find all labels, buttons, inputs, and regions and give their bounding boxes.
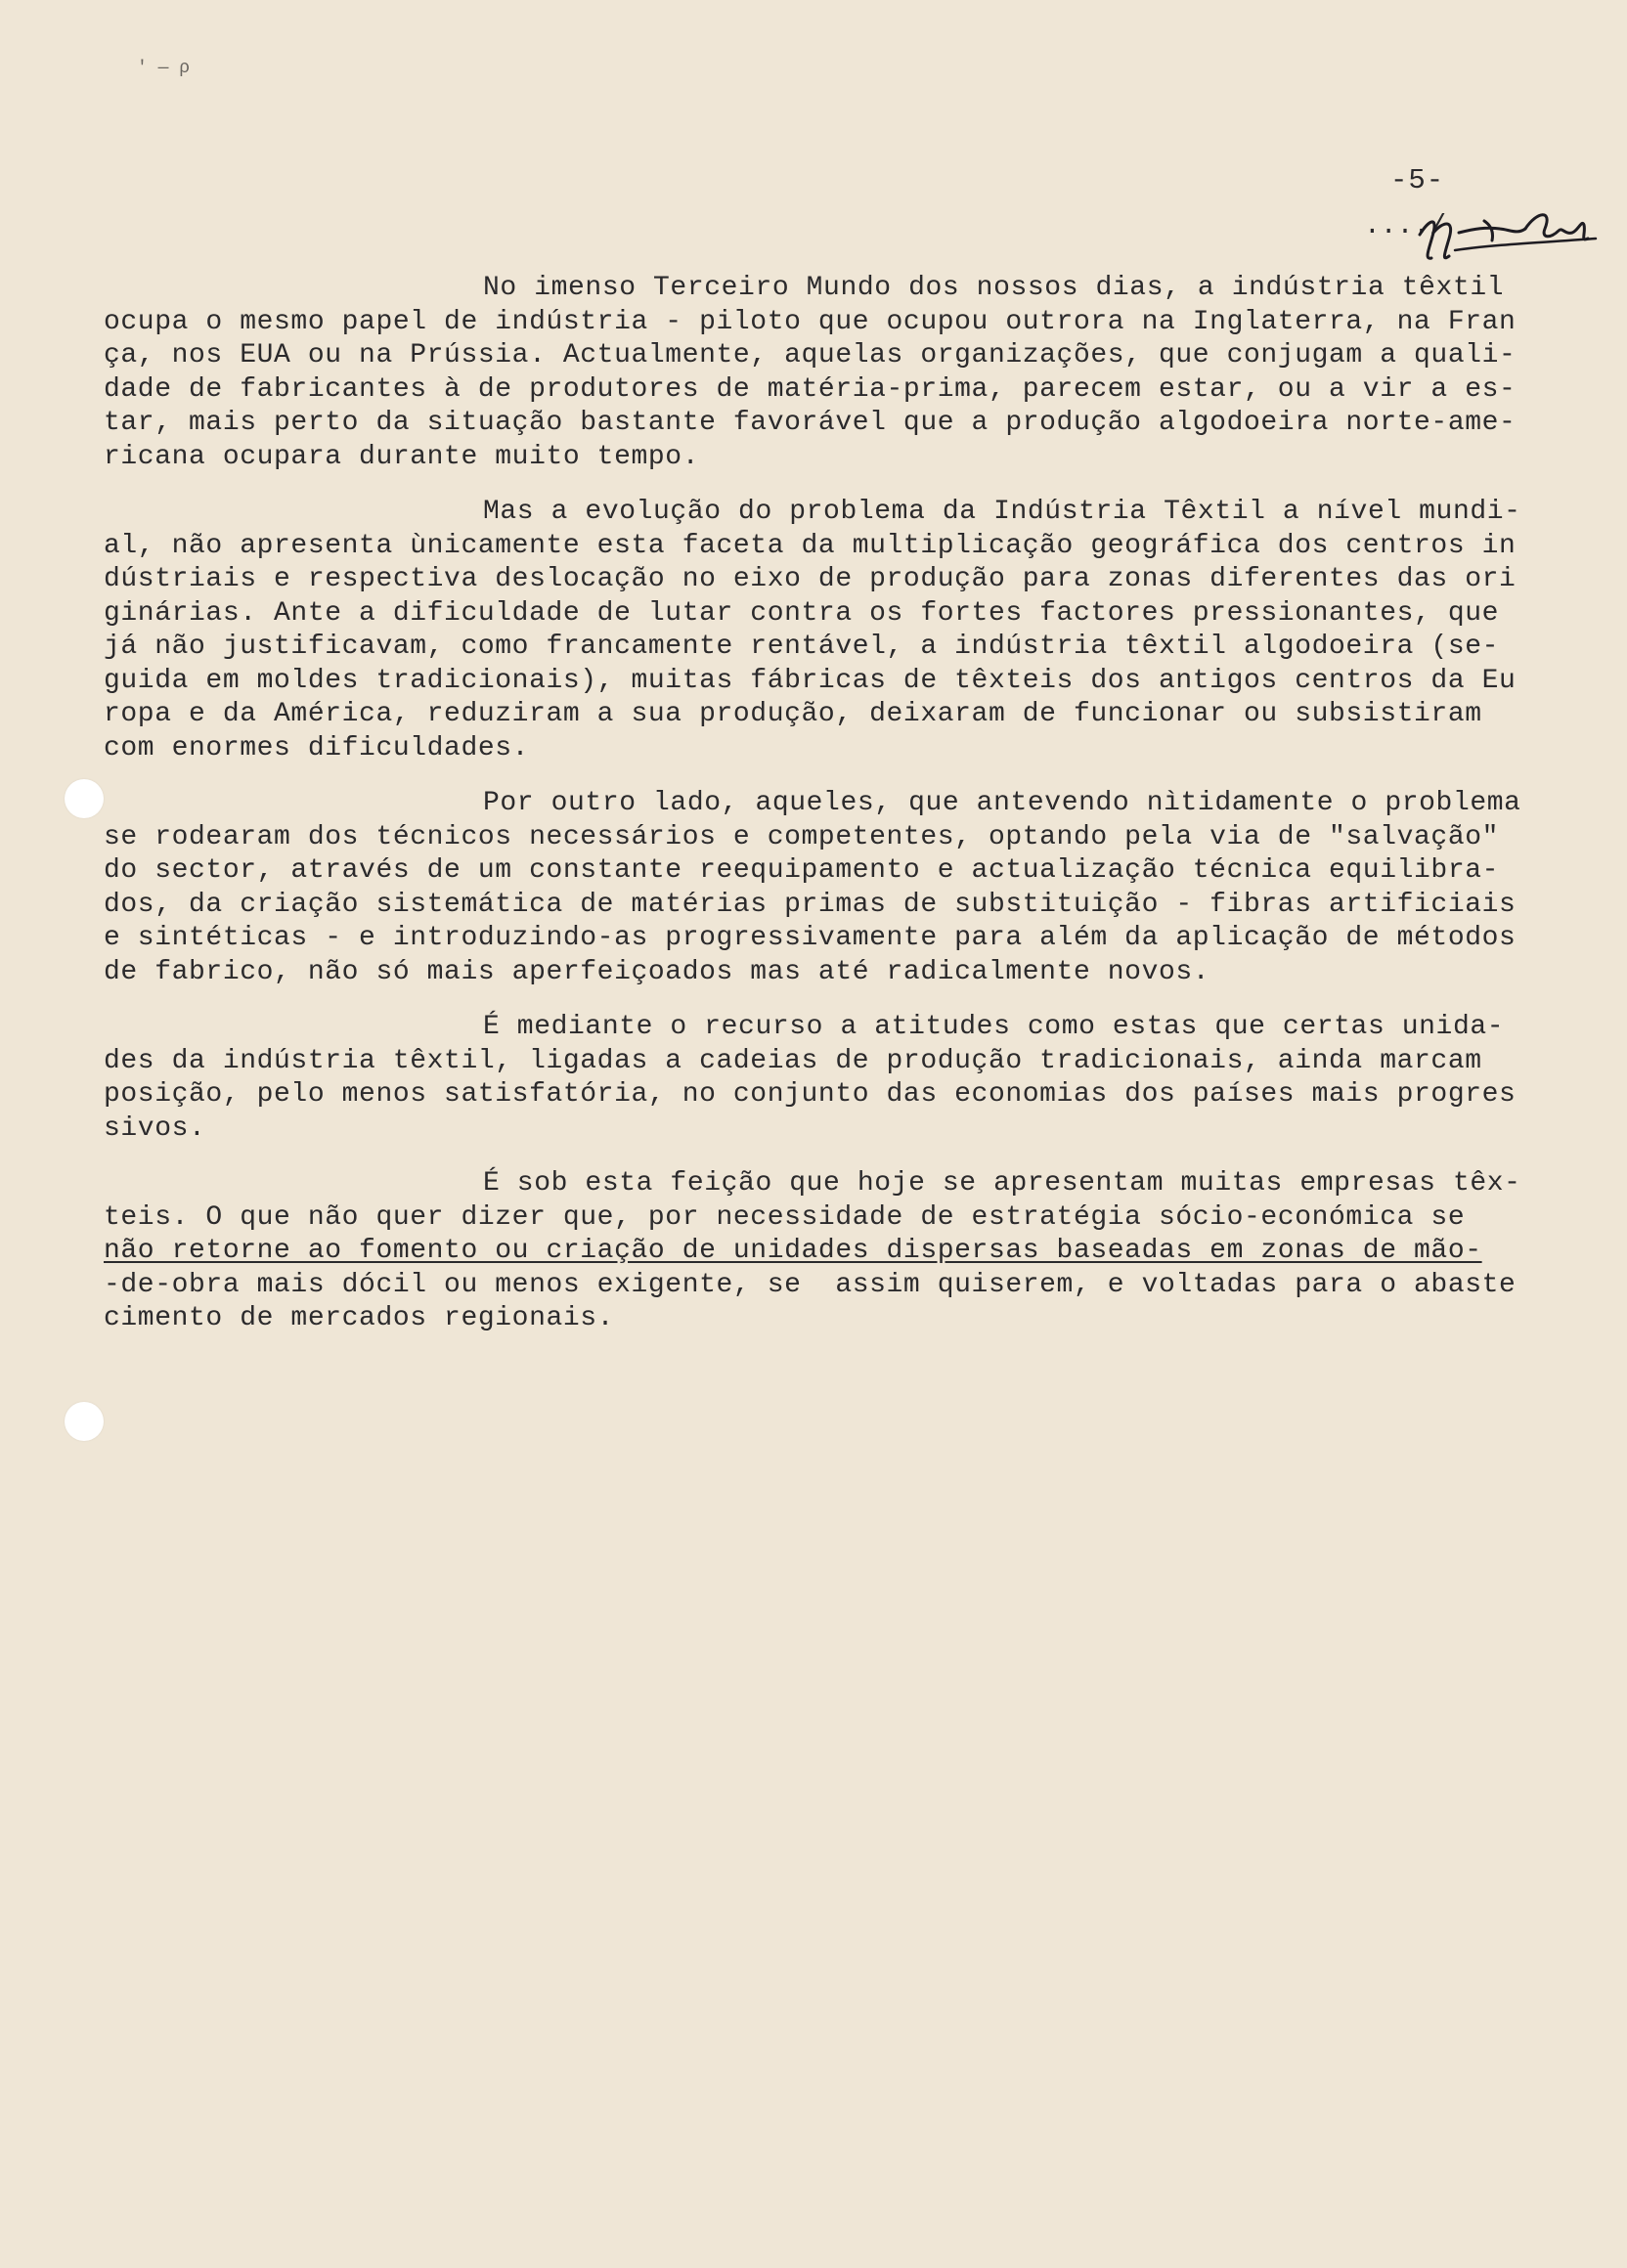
- text-line: dade de fabricantes à de produtores de matéria-prima, parecem estar, ou a vir a es-: [104, 373, 1517, 405]
- text-line: e sintéticas - e introduzindo-as progressivamente para além da aplicação de métodos: [104, 923, 1517, 953]
- text-line: ricana ocupara durante muito tempo.: [104, 441, 700, 472]
- text-line: No imenso Terceiro Mundo dos nossos dias, a indústria têxtil: [483, 273, 1505, 303]
- document-body: [104, 272, 1537, 1358]
- text-line: al, não apresenta ùnicamente esta faceta da multiplicação geográfica dos centros in: [104, 530, 1517, 561]
- text-line: ça, nos EUA ou na Prússia. Actualmente, aquelas organizações, que conjugam a quali-: [104, 340, 1517, 371]
- text-line: posição, pelo menos satisfatória, no conjunto das economias dos países mais progres: [104, 1079, 1517, 1110]
- text-line: É sob esta feição que hoje se apresentam muitas empresas têx-: [483, 1168, 1521, 1199]
- text-line: des da indústria têxtil, ligadas a cadeias de produção tradicionais, ainda marcam: [104, 1045, 1482, 1076]
- text-line: do sector, através de um constante reequipamento e actualização técnica equilibra-: [104, 855, 1500, 886]
- text-line: ocupa o mesmo papel de indústria - piloto que ocupou outrora na Inglaterra, na Fran: [104, 306, 1517, 337]
- text-line: cimento de mercados regionais.: [104, 1303, 615, 1333]
- paragraph-2: [104, 496, 1537, 765]
- text-line: de fabrico, não só mais aperfeiçoados mas até radicalmente novos.: [104, 956, 1210, 987]
- paragraph-3: [104, 787, 1537, 989]
- text-line: Mas a evolução do problema da Indústria Têxtil a nível mundi-: [483, 497, 1521, 527]
- corner-mark: ' — ρ: [137, 59, 191, 78]
- text-line: guida em moldes tradicionais), muitas fábricas de têxteis dos antigos centros da Eu: [104, 665, 1517, 696]
- text-line: se rodearam dos técnicos necessários e competentes, optando pela via de "salvação": [104, 821, 1500, 852]
- punch-hole-bottom: [65, 1402, 104, 1441]
- text-line: Por outro lado, aqueles, que antevendo nìtidamente o problema: [483, 788, 1521, 818]
- continuation-mark: ..../: [1364, 211, 1447, 241]
- paragraph-5: [104, 1167, 1537, 1336]
- text-line: É mediante o recurso a atitudes como estas que certas unida-: [483, 1012, 1505, 1042]
- text-line: ginárias. Ante a dificuldade de lutar contra os fortes factores pressionantes, que: [104, 597, 1500, 629]
- text-line-underlined: não retorne ao fomento ou criação de unidades dispersas baseadas em zonas de mão-: [104, 1236, 1482, 1266]
- text-line: com enormes dificuldades.: [104, 732, 530, 763]
- paragraph-1: [104, 272, 1537, 474]
- text-line: dos, da criação sistemática de matérias primas de substituição - fibras artificiais: [104, 889, 1517, 920]
- handwritten-signature: [1416, 199, 1602, 268]
- text-line: teis. O que não quer dizer que, por necessidade de estratégia sócio-económica se: [104, 1201, 1466, 1233]
- paragraph-4: [104, 1011, 1537, 1146]
- punch-hole-top: [65, 779, 104, 818]
- text-line: sivos.: [104, 1112, 206, 1144]
- text-line: dústriais e respectiva deslocação no eixo de produção para zonas diferentes das ori: [104, 564, 1517, 594]
- text-line: já não justificavam, como francamente rentável, a indústria têxtil algodoeira (se-: [104, 632, 1500, 662]
- page-number: -5-: [1390, 164, 1445, 196]
- text-line: tar, mais perto da situação bastante favorável que a produção algodoeira norte-ame-: [104, 408, 1517, 438]
- text-line: -de-obra mais dócil ou menos exigente, se assim quiserem, e voltadas para o abaste: [104, 1269, 1517, 1300]
- text-line: ropa e da América, reduziram a sua produção, deixaram de funcionar ou subsistiram: [104, 699, 1482, 729]
